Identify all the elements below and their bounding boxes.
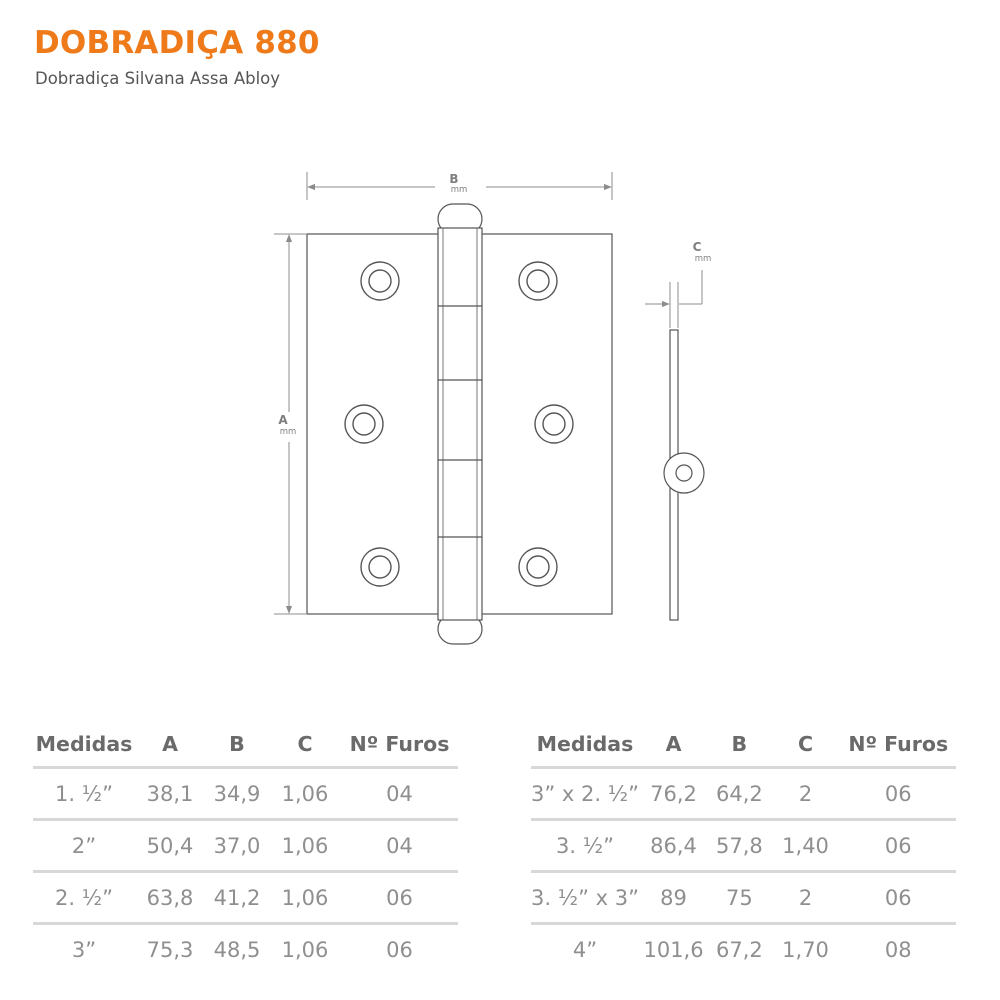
table-row <box>531 820 956 872</box>
cell-furos: 06 <box>840 768 956 820</box>
cell-b: 41,2 <box>205 872 269 924</box>
cell-furos: 04 <box>341 820 458 872</box>
cell-furos: 06 <box>386 937 413 962</box>
cell-medidas: 2. ½” <box>33 872 135 924</box>
hinge-knuckle <box>438 228 482 620</box>
dimension-a-unit: mm <box>279 427 297 437</box>
measurements-table-left <box>33 722 458 974</box>
cell-medidas: 2” <box>33 820 135 872</box>
cell-furos: 06 <box>341 872 458 924</box>
cell-c: 2 <box>771 872 841 924</box>
header-medidas: Medidas <box>33 722 135 768</box>
table-header-row <box>33 722 458 768</box>
page-subtitle: Dobradiça Silvana Assa Abloy <box>35 69 281 88</box>
cell-a: 101,6 <box>643 937 704 962</box>
cell-medidas: 3” <box>71 937 97 962</box>
cell-furos: 06 <box>840 820 956 872</box>
screw-hole <box>361 548 399 586</box>
cell-a: 86,4 <box>639 820 708 872</box>
table-row <box>531 872 956 924</box>
cell-a: 89 <box>639 872 708 924</box>
cell-b: 67,2 <box>715 937 763 962</box>
cell-b: 57,8 <box>708 820 771 872</box>
cell-b: 37,0 <box>205 820 269 872</box>
table-row <box>33 924 458 975</box>
cell-a: 75,3 <box>146 937 194 962</box>
screw-hole <box>361 262 399 300</box>
table-row <box>531 768 956 820</box>
header-a: A <box>135 722 205 768</box>
page-title: DOBRADIÇA 880 <box>34 25 320 61</box>
dimension-c-unit: mm <box>694 254 712 264</box>
header-b: B <box>708 722 771 768</box>
cell-b: 64,2 <box>708 768 771 820</box>
screw-hole <box>519 262 557 300</box>
header-furos: Nº Furos <box>840 722 956 768</box>
dimension-c <box>645 270 702 328</box>
table-row <box>531 924 956 975</box>
dimension-b-unit: mm <box>450 185 468 195</box>
table-row <box>33 768 458 820</box>
screw-hole <box>519 548 557 586</box>
cell-c: 1,06 <box>269 768 341 820</box>
cell-medidas: 4” <box>572 937 598 962</box>
cell-b: 48,5 <box>213 937 261 962</box>
cell-furos: 06 <box>840 872 956 924</box>
cell-c: 2 <box>771 768 841 820</box>
header-medidas: Medidas <box>531 722 639 768</box>
cell-a: 63,8 <box>135 872 205 924</box>
dimension-c-label: C <box>692 240 702 254</box>
cell-c: 1,06 <box>281 937 329 962</box>
screw-hole <box>535 405 573 443</box>
cell-c: 1,06 <box>269 820 341 872</box>
table-header-row <box>531 722 956 768</box>
table-row <box>33 820 458 872</box>
screw-hole <box>345 405 383 443</box>
header-furos: Nº Furos <box>341 722 458 768</box>
cell-c: 1,06 <box>269 872 341 924</box>
cell-a: 50,4 <box>135 820 205 872</box>
hinge-side-view <box>664 330 704 620</box>
cell-a: 38,1 <box>135 768 205 820</box>
cell-medidas: 1. ½” <box>33 768 135 820</box>
cell-b: 75 <box>708 872 771 924</box>
cell-medidas: 3. ½” <box>531 820 639 872</box>
dimension-a-label: A <box>278 413 288 427</box>
header-c: C <box>269 722 341 768</box>
table-row <box>33 872 458 924</box>
cell-furos: 04 <box>341 768 458 820</box>
header-c: C <box>771 722 841 768</box>
cell-c: 1,70 <box>782 937 829 962</box>
cell-c: 1,40 <box>771 820 841 872</box>
cell-medidas: 3” x 2. ½” <box>531 768 639 820</box>
dimension-b-label: B <box>449 172 459 186</box>
measurements-table-right <box>531 722 956 974</box>
header-b: B <box>205 722 269 768</box>
header-a: A <box>639 722 708 768</box>
cell-a: 76,2 <box>639 768 708 820</box>
cell-medidas: 3. ½” x 3” <box>531 872 639 924</box>
cell-b: 34,9 <box>205 768 269 820</box>
cell-furos: 08 <box>884 937 912 962</box>
